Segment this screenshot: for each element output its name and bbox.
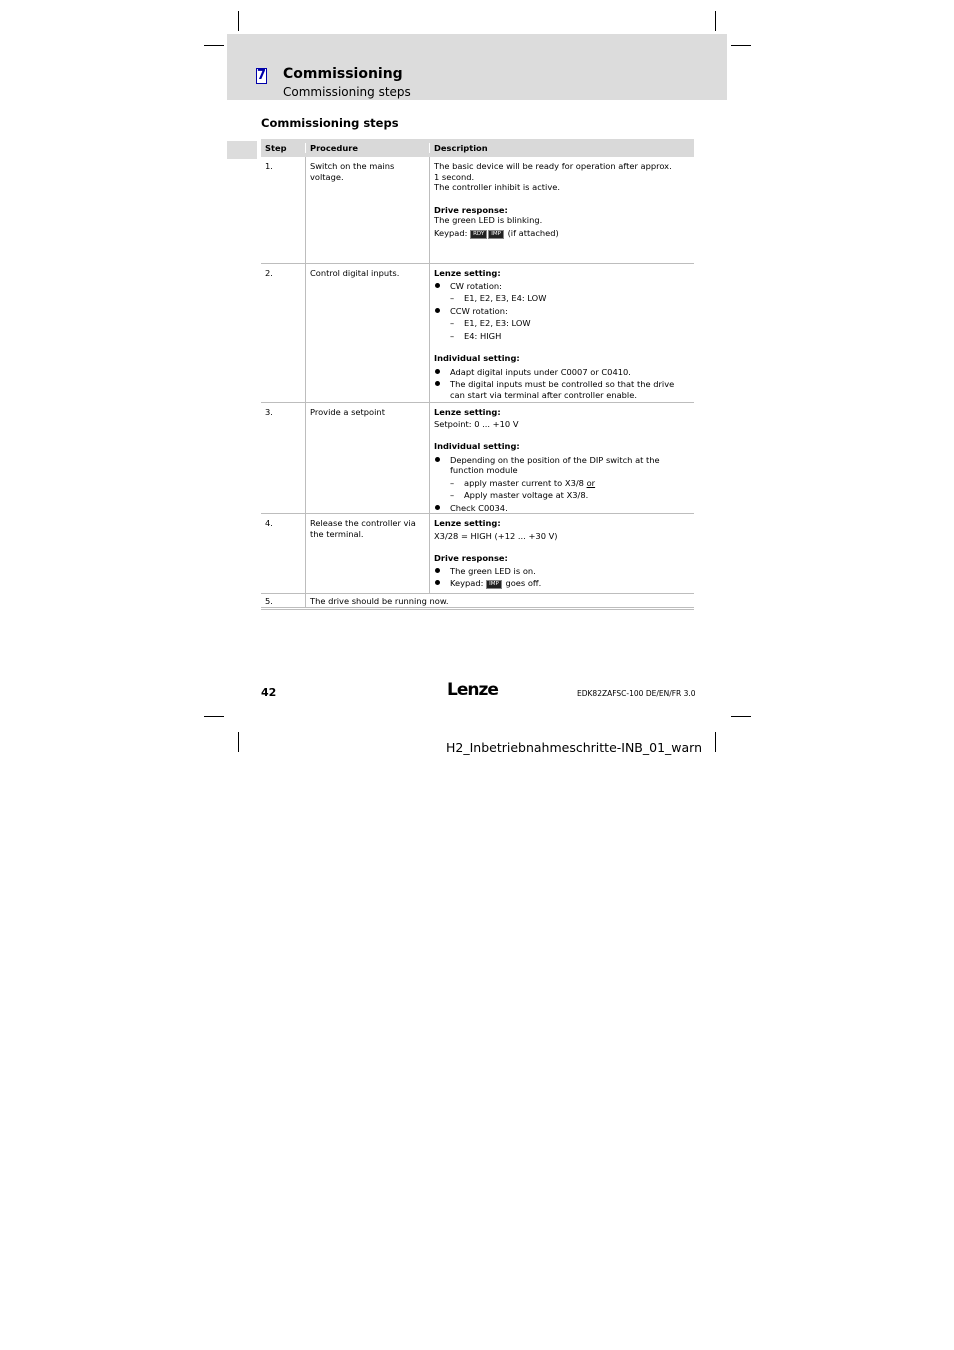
procedure-text: Release the controller via (310, 518, 416, 528)
bullet-icon (435, 283, 440, 288)
crop-mark (204, 45, 224, 46)
procedure-cell (305, 157, 429, 263)
description-heading: Individual setting: (434, 353, 520, 363)
list-item: Check C0034. (434, 503, 690, 514)
procedure-text: the terminal. (310, 528, 364, 539)
step-number: 5. (265, 596, 273, 606)
chapter-number: 7 (257, 68, 267, 83)
chapter-number-box (256, 68, 267, 84)
bullet-icon (435, 381, 440, 386)
list-item: CW rotation: (434, 281, 690, 292)
procedure-cell (305, 264, 429, 402)
list-item: Keypad: IMP goes off. (434, 578, 690, 589)
description-heading: Lenze setting: (434, 407, 501, 417)
imp-key-icon: IMP (486, 580, 502, 589)
side-tab-marker (227, 141, 257, 159)
description-cell (429, 514, 694, 593)
dash-icon: – (450, 318, 455, 328)
crop-mark (715, 11, 716, 31)
list-item: The green LED is on. (434, 566, 690, 577)
header-step: Step (265, 142, 287, 153)
description-heading: Individual setting: (434, 441, 520, 451)
crop-mark (731, 716, 751, 717)
keypad-suffix: (if attached) (507, 227, 559, 238)
dash-icon: – (450, 293, 455, 303)
crop-mark (731, 45, 751, 46)
document-id: EDK82ZAFSC-100 DE/EN/FR 3.0 (577, 689, 696, 698)
step-number: 1. (265, 161, 273, 171)
sub-list-item: – E4: HIGH (450, 330, 502, 341)
description-cell (429, 264, 694, 402)
description-line: 1 second. (434, 171, 475, 182)
keypad-line (434, 228, 690, 239)
header-description: Description (429, 143, 694, 154)
procedure-text: Control digital inputs. (310, 268, 400, 278)
procedure-cell (305, 403, 429, 513)
bullet-icon (435, 457, 440, 462)
step-number: 4. (265, 518, 273, 528)
file-name-label: H2_Inbetriebnahmeschritte-INB_01_warn (446, 740, 703, 755)
bullet-icon (435, 308, 440, 313)
chapter-subtitle: Commissioning steps (283, 85, 411, 99)
table-row (261, 514, 694, 594)
table-row (261, 403, 694, 514)
description-heading: Lenze setting: (434, 268, 501, 278)
description-heading: Lenze setting: (434, 518, 501, 528)
description-heading: Drive response: (434, 553, 508, 563)
bullet-icon (435, 369, 440, 374)
section-title: Commissioning steps (261, 116, 399, 130)
page-number: 42 (261, 686, 277, 699)
list-item: The digital inputs must be controlled so that the drive can start via terminal after controller enable. (434, 379, 690, 400)
sub-list-item: – Apply master voltage at X3/8. (450, 490, 589, 500)
commissioning-table (261, 139, 694, 608)
crop-mark (715, 732, 716, 752)
imp-key-icon: IMP (488, 230, 504, 239)
description-line: X3/28 = HIGH (+12 ... +30 V) (434, 530, 558, 541)
chapter-title: Commissioning (283, 66, 403, 82)
dash-icon: – (450, 330, 455, 341)
bullet-icon (435, 505, 440, 510)
list-item: Adapt digital inputs under C0007 or C0410. (434, 367, 690, 378)
table-header (261, 139, 694, 157)
description-line: The controller inhibit is active. (434, 182, 560, 192)
procedure-cell (305, 514, 429, 593)
sub-list-item: – E1, E2, E3, E4: LOW (450, 293, 547, 303)
sub-list-item: – E1, E2, E3: LOW (450, 318, 531, 328)
description-heading: Drive response: (434, 204, 508, 215)
lenze-logo: Lenze (447, 680, 498, 700)
description-cell (429, 403, 694, 513)
bullet-icon (435, 568, 440, 573)
header-procedure: Procedure (305, 143, 429, 154)
procedure-text: Switch on the mains voltage. (310, 161, 395, 182)
dash-icon: – (450, 490, 455, 500)
final-step-text: The drive should be running now. (305, 594, 694, 607)
step-number: 3. (265, 407, 273, 417)
sub-list-item: – apply master current to X3/8 or (450, 477, 596, 488)
list-item: Depending on the position of the DIP switch at the function module (434, 455, 690, 476)
rdy-key-icon: RDY (470, 230, 487, 239)
procedure-text: Provide a setpoint (310, 407, 385, 417)
description-line: The basic device will be ready for operation after approx. (434, 161, 672, 171)
description-line: Setpoint: 0 ... +10 V (434, 418, 519, 429)
table-row (261, 157, 694, 264)
description-line: The green LED is blinking. (434, 215, 543, 225)
crop-mark (204, 716, 224, 717)
crop-mark (238, 11, 239, 31)
table-row (261, 264, 694, 403)
dash-icon: – (450, 477, 455, 488)
keypad-label: Keypad: (434, 227, 468, 238)
description-cell (429, 157, 694, 263)
list-item: CCW rotation: (434, 306, 690, 317)
table-row (261, 594, 694, 608)
crop-mark (238, 732, 239, 752)
bullet-icon (435, 580, 440, 585)
step-number: 2. (265, 268, 273, 278)
